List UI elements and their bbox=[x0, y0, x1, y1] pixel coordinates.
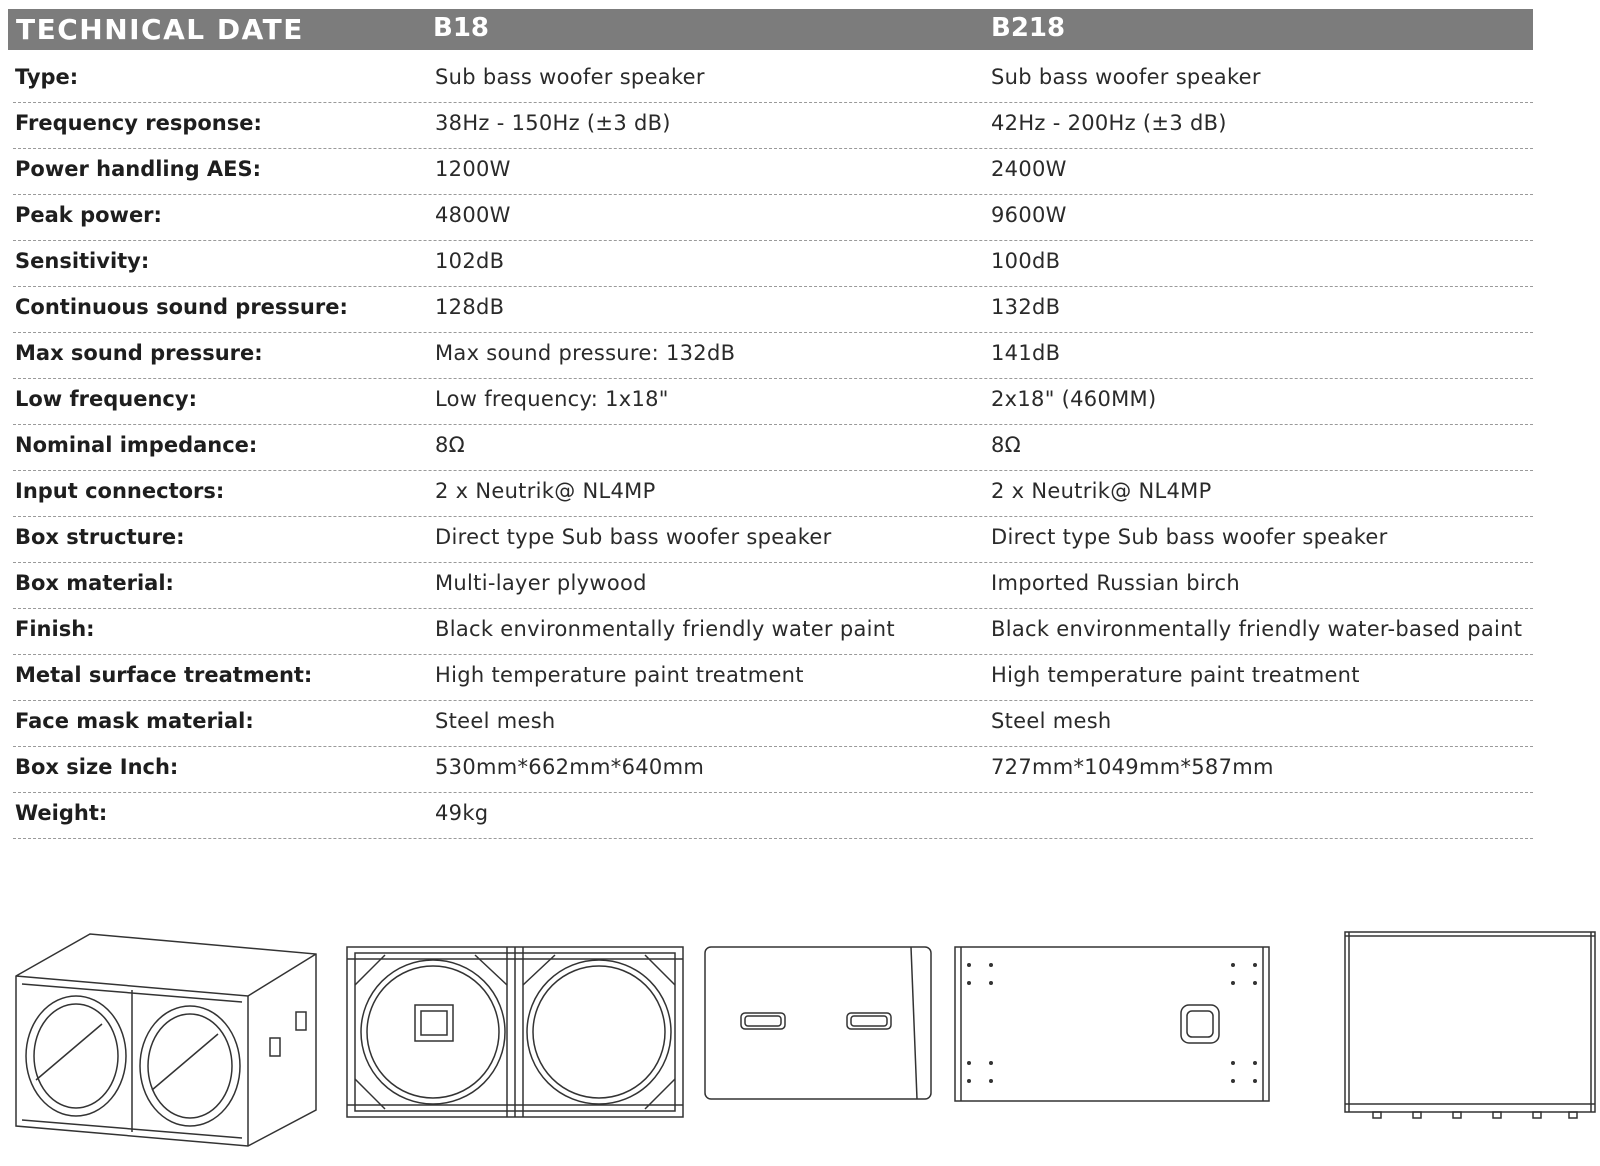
spec-b218-value: 132dB bbox=[991, 295, 1061, 319]
spec-b18-value: 49kg bbox=[435, 801, 489, 825]
spec-label: Finish: bbox=[15, 617, 95, 641]
header-title: TECHNICAL DATE bbox=[16, 13, 304, 46]
spec-label: Peak power: bbox=[15, 203, 162, 227]
spec-row bbox=[13, 517, 1533, 563]
spec-label: Box structure: bbox=[15, 525, 185, 549]
spec-row bbox=[13, 333, 1533, 379]
spec-row bbox=[13, 57, 1533, 103]
spec-b18-value: 128dB bbox=[435, 295, 505, 319]
spec-b18-value: Max sound pressure: 132dB bbox=[435, 341, 736, 365]
spec-b18-value: 102dB bbox=[435, 249, 505, 273]
spec-row bbox=[13, 655, 1533, 701]
spec-row bbox=[13, 747, 1533, 793]
spec-label: Low frequency: bbox=[15, 387, 197, 411]
spec-label: Max sound pressure: bbox=[15, 341, 263, 365]
spec-label: Continuous sound pressure: bbox=[15, 295, 348, 319]
spec-label: Input connectors: bbox=[15, 479, 225, 503]
spec-b218-value: 2400W bbox=[991, 157, 1067, 181]
spec-b18-value: 530mm*662mm*640mm bbox=[435, 755, 705, 779]
spec-label: Power handling AES: bbox=[15, 157, 262, 181]
spec-b18-value: 2 x Neutrik@ NL4MP bbox=[435, 479, 656, 503]
spec-label: Sensitivity: bbox=[15, 249, 150, 273]
spec-b218-value: Steel mesh bbox=[991, 709, 1112, 733]
spec-b18-value: Sub bass woofer speaker bbox=[435, 65, 705, 89]
spec-b218-value: 100dB bbox=[991, 249, 1061, 273]
spec-b218-value: 8Ω bbox=[991, 433, 1022, 457]
header-col-b218: B218 bbox=[991, 13, 1066, 43]
spec-row bbox=[13, 609, 1533, 655]
spec-row bbox=[13, 701, 1533, 747]
perspective-view-drawing bbox=[12, 930, 320, 1150]
spec-b218-value: Direct type Sub bass woofer speaker bbox=[991, 525, 1388, 549]
spec-b18-value: High temperature paint treatment bbox=[435, 663, 804, 687]
spec-row bbox=[13, 793, 1533, 839]
spec-b18-value: Multi-layer plywood bbox=[435, 571, 647, 595]
product-drawings bbox=[0, 930, 1600, 1166]
spec-b218-value: 9600W bbox=[991, 203, 1067, 227]
spec-label: Nominal impedance: bbox=[15, 433, 258, 457]
front-view-drawing bbox=[345, 945, 685, 1120]
spec-b218-value: 2 x Neutrik@ NL4MP bbox=[991, 479, 1212, 503]
spec-row bbox=[13, 471, 1533, 517]
side-view-drawing bbox=[703, 945, 933, 1105]
spec-b218-value: Black environmentally friendly water-based paint bbox=[991, 617, 1523, 641]
spec-b218-value: High temperature paint treatment bbox=[991, 663, 1360, 687]
spec-b18-value: 1200W bbox=[435, 157, 511, 181]
spec-b218-value: Sub bass woofer speaker bbox=[991, 65, 1261, 89]
spec-b218-value: 141dB bbox=[991, 341, 1061, 365]
spec-row bbox=[13, 425, 1533, 471]
spec-b18-value: Black environmentally friendly water paint bbox=[435, 617, 895, 641]
spec-row bbox=[13, 241, 1533, 287]
spec-b218-value: 42Hz - 200Hz (±3 dB) bbox=[991, 111, 1227, 135]
rear-view-drawing bbox=[953, 945, 1271, 1105]
spec-b18-value: 4800W bbox=[435, 203, 511, 227]
spec-b218-value: Imported Russian birch bbox=[991, 571, 1240, 595]
spec-label: Weight: bbox=[15, 801, 108, 825]
spec-row bbox=[13, 103, 1533, 149]
spec-b18-value: 8Ω bbox=[435, 433, 466, 457]
top-view-drawing bbox=[1343, 930, 1599, 1130]
spec-label: Frequency response: bbox=[15, 111, 262, 135]
spec-b218-value: 727mm*1049mm*587mm bbox=[991, 755, 1274, 779]
table-header bbox=[8, 9, 1533, 50]
spec-b18-value: 38Hz - 150Hz (±3 dB) bbox=[435, 111, 671, 135]
spec-label: Type: bbox=[15, 65, 79, 89]
spec-label: Box size Inch: bbox=[15, 755, 179, 779]
spec-row bbox=[13, 149, 1533, 195]
spec-b18-value: Low frequency: 1x18" bbox=[435, 387, 669, 411]
spec-b18-value: Direct type Sub bass woofer speaker bbox=[435, 525, 832, 549]
spec-row bbox=[13, 563, 1533, 609]
spec-b18-value: Steel mesh bbox=[435, 709, 556, 733]
spec-label: Face mask material: bbox=[15, 709, 254, 733]
spec-row bbox=[13, 287, 1533, 333]
spec-b218-value: 2x18" (460MM) bbox=[991, 387, 1157, 411]
spec-label: Box material: bbox=[15, 571, 174, 595]
spec-label: Metal surface treatment: bbox=[15, 663, 313, 687]
spec-row bbox=[13, 195, 1533, 241]
spec-row bbox=[13, 379, 1533, 425]
header-col-b18: B18 bbox=[433, 13, 489, 43]
spec-table bbox=[13, 57, 1533, 839]
